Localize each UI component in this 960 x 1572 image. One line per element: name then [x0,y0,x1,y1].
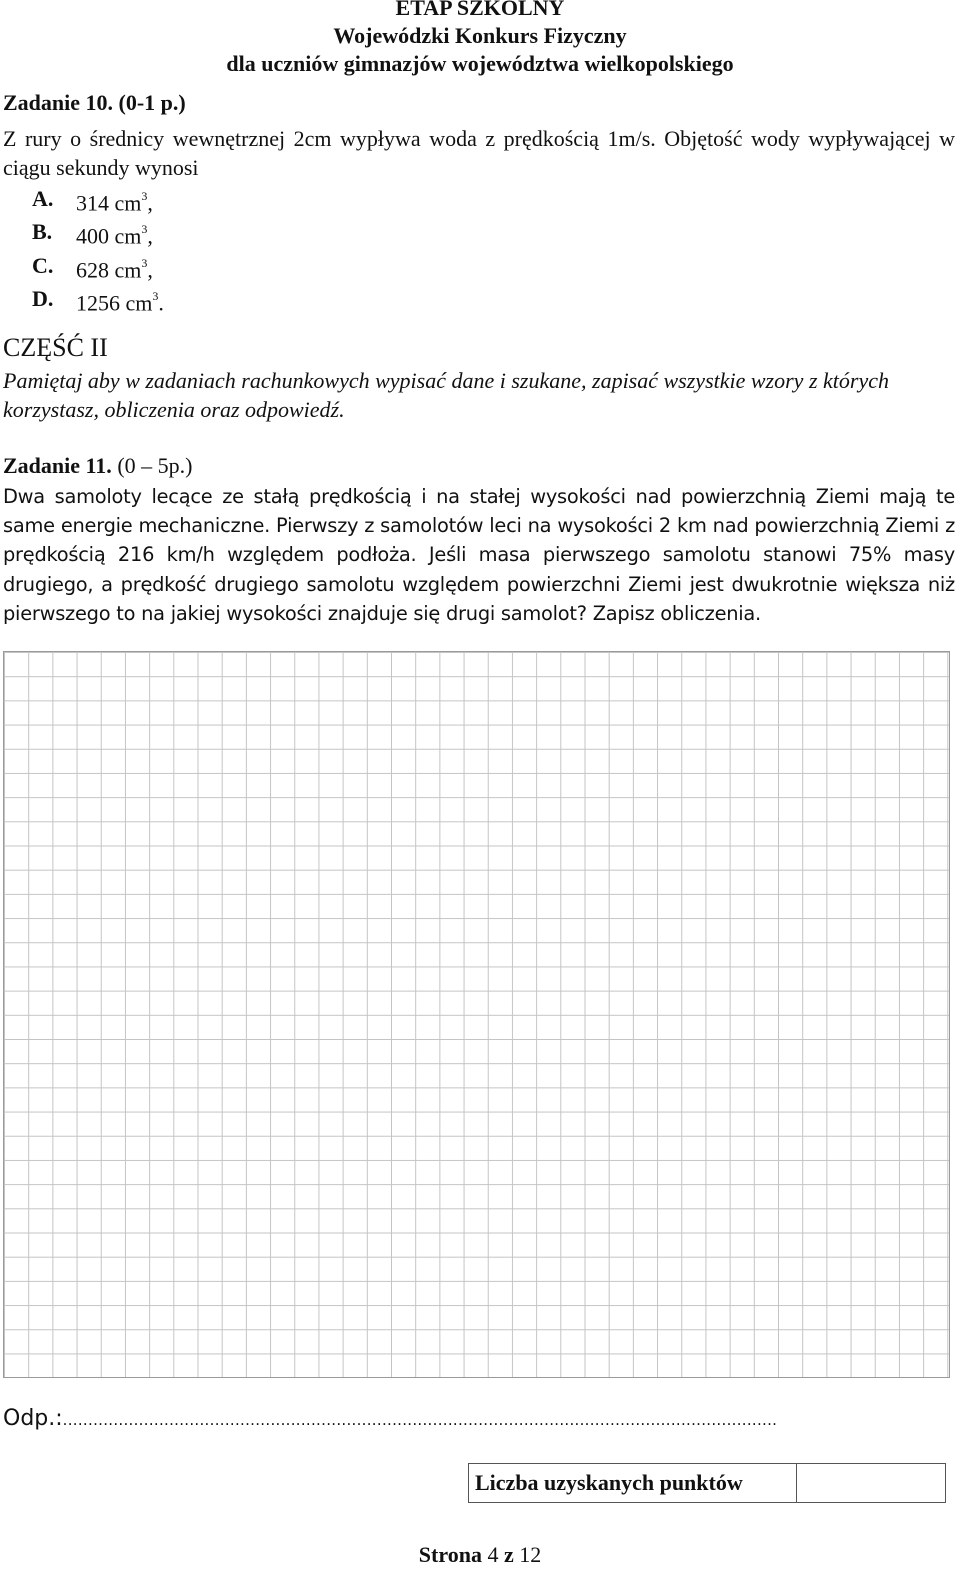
option-value: 400 $cm^3$, [76,222,153,249]
task10-options [32,184,164,317]
answer-grid[interactable] [3,651,950,1378]
header-stage: ETAP SZKOLNY [395,0,565,20]
task10-text: Z rury o średnicy wewnętrznej 2cm wypływa woda z prędkością 1m/s. Objętość wody wypływającej w ciągu sekundy wynosi [3,126,955,180]
header-audience: dla uczniów gimnazjów województwa wielkopolskiego [226,51,734,76]
header-contest: Wojewódzki Konkurs Fizyczny [333,23,627,48]
points-field[interactable] [797,1464,945,1502]
option-value: 314 $cm^3$, [76,189,153,216]
part-title: CZĘŚĆ II [3,333,108,362]
option-letter: C. [32,252,54,278]
option-letter: A. [32,186,54,211]
option-value: 628 $cm^3$, [76,255,153,282]
answer-label: Odp.: [3,1406,63,1431]
task11-text: Dwa samoloty lecące ze stałą prędkością i na stałej wysokości nad powierzchnią Ziemi mają te same energie mechaniczne. Pierwszy z samolotów leci na wysokości 2 km nad powierzchnią Ziemi z prędkością 216 km/h względem podłoża. Jeśli masa pierwszego samolotu stanowi 75% masy drugiego, a prędkość drugiego samolotu względem powierzchni Ziemi jest dwukrotnie większa niż pierwszego to na jakiej wysokości znajduje się drugi samolot? Zapisz obliczenia. [3,485,955,625]
option-b[interactable] [32,217,164,250]
points-label: Liczba uzyskanych punktów [469,1464,797,1502]
page-footer [0,1542,960,1568]
option-value: 1256 $cm^3$. [76,288,164,316]
option-letter: B. [32,219,53,245]
answer-dots: ............................................................................................................................................. [62,1411,778,1429]
task11-title: Zadanie 11. (0 – 5p.) [3,453,193,478]
option-a[interactable] [32,184,164,217]
document-header [0,0,960,78]
footer-sep: z [503,1542,514,1567]
option-letter: D. [32,285,54,311]
footer-page: 4 [487,1542,499,1567]
task10-title: Zadanie 10. (0-1 p.) [3,90,186,115]
part-instruction: Pamiętaj aby w zadaniach rachunkowych wypisać dane i szukane, zapisać wszystkie wzory z których korzystasz, obliczenia oraz odpowiedź. [3,368,889,422]
points-box [468,1463,946,1503]
footer-prefix: Strona [418,1542,482,1567]
option-d[interactable] [32,284,164,317]
footer-total: 12 [519,1542,542,1567]
answer-line[interactable] [3,1406,777,1431]
option-c[interactable] [32,251,164,284]
